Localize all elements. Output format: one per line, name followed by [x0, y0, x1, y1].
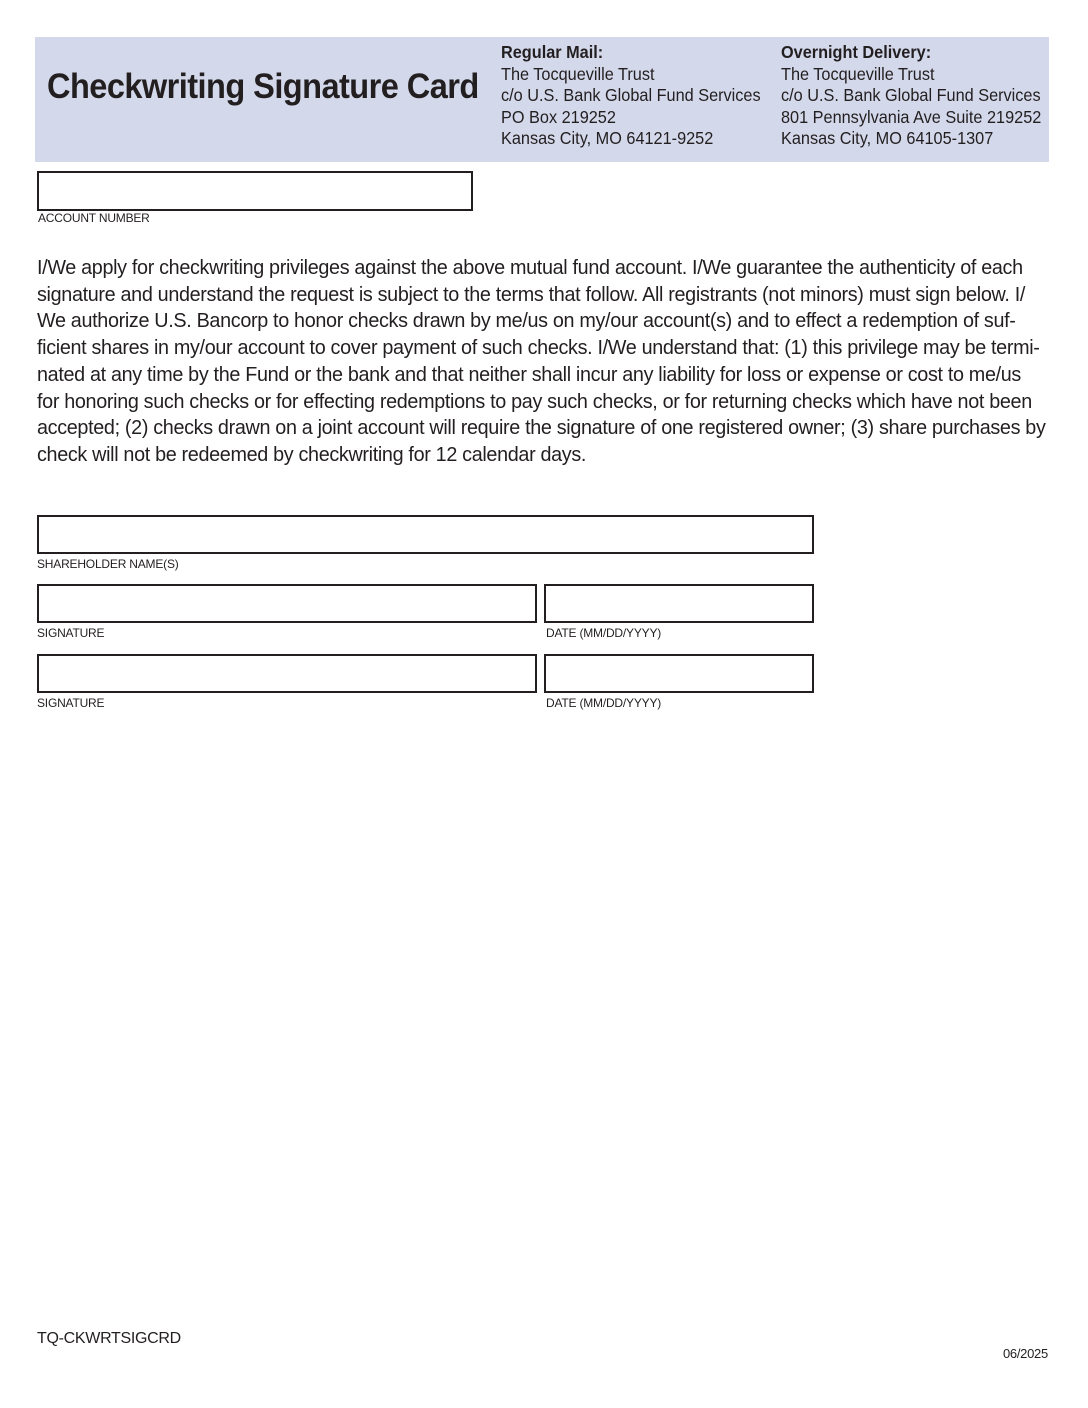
- form-code: TQ-CKWRTSIGCRD: [37, 1330, 181, 1347]
- account-number-label: ACCOUNT NUMBER: [38, 211, 150, 225]
- regular-mail-heading: Regular Mail:: [501, 42, 604, 62]
- address-line: Kansas City, MO 64121-9252: [501, 128, 714, 148]
- page-title: Checkwriting Signature Card: [47, 67, 479, 106]
- agreement-line: accepted; (2) checks drawn on a joint account will require the signature of one registered owner; (3) share purchases by: [37, 416, 1046, 440]
- shareholder-name-label: SHAREHOLDER NAME(S): [37, 557, 179, 571]
- address-line: PO Box 219252: [501, 106, 616, 127]
- overnight-delivery-heading: Overnight Delivery:: [781, 42, 932, 62]
- agreement-text: [37, 255, 1045, 469]
- agreement-line: signature and understand the request is subject to the terms that follow. All registrants (not minors) must sign below. I/: [37, 282, 1026, 306]
- address-line: c/o U.S. Bank Global Fund Services: [781, 85, 1041, 105]
- address-line: c/o U.S. Bank Global Fund Services: [501, 85, 761, 105]
- agreement-line: We authorize U.S. Bancorp to honor checks drawn by me/us on my/our account(s) and to effect a redemption of suf-: [37, 309, 1016, 333]
- signature-field-1[interactable]: [37, 584, 537, 623]
- overnight-delivery-address: [781, 42, 1041, 150]
- agreement-line: for honoring such checks or for effecting redemptions to pay such checks, or for returning checks which have not been: [37, 389, 1032, 413]
- regular-mail-address: [501, 42, 761, 150]
- date-field-2[interactable]: [544, 654, 814, 693]
- address-line: The Tocqueville Trust: [501, 63, 655, 84]
- signature-label-2: SIGNATURE: [37, 696, 105, 710]
- revision-date: 06/2025: [1003, 1346, 1048, 1361]
- date-field-1[interactable]: [544, 584, 814, 623]
- date-label-1: DATE (MM/DD/YYYY): [546, 626, 662, 640]
- agreement-line: ficient shares in my/our account to cover payment of such checks. I/We understand that: (1) this privilege may be termi-: [37, 336, 1040, 360]
- address-line: 801 Pennsylvania Ave Suite 219252: [781, 106, 1042, 127]
- address-line: Kansas City, MO 64105-1307: [781, 128, 994, 148]
- signature-field-2[interactable]: [37, 654, 537, 693]
- address-line: The Tocqueville Trust: [781, 63, 935, 84]
- signature-label-1: SIGNATURE: [37, 626, 105, 640]
- date-label-2: DATE (MM/DD/YYYY): [546, 696, 662, 710]
- agreement-line: nated at any time by the Fund or the bank and that neither shall incur any liability for loss or expense or cost to me/us: [37, 362, 1021, 386]
- shareholder-name-field[interactable]: [37, 515, 814, 554]
- header-band: [35, 37, 1049, 162]
- agreement-line: check will not be redeemed by checkwriting for 12 calendar days.: [37, 442, 587, 466]
- agreement-line: I/We apply for checkwriting privileges against the above mutual fund account. I/We guarantee the authenticity of each: [37, 256, 1023, 279]
- account-number-field[interactable]: [37, 171, 473, 211]
